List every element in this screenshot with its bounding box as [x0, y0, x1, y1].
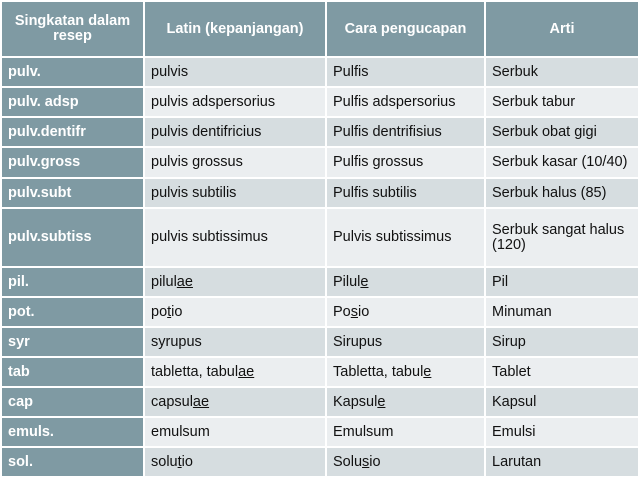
text-segment: pilul	[151, 273, 177, 290]
abbreviation-cell: pulv. adsp	[1, 87, 144, 117]
latin-cell	[144, 147, 326, 178]
underlined-segment: s	[362, 453, 370, 470]
abbreviation-cell: pil.	[1, 267, 144, 297]
text-segment: Kapsul	[333, 393, 378, 410]
text-segment: Solu	[333, 453, 363, 470]
abbreviation-cell: pulv.dentifr	[1, 117, 144, 147]
text-segment: io	[369, 453, 381, 470]
meaning-cell: Serbuk	[485, 57, 638, 87]
table-row	[1, 417, 638, 447]
pronunciation-cell	[326, 447, 485, 477]
header-row	[1, 1, 638, 57]
text-segment: Pulvis subtissimus	[333, 229, 452, 245]
underlined-segment: e	[423, 363, 432, 380]
text-segment: io	[181, 453, 193, 470]
header-latin: Latin (kepanjangan)	[144, 1, 326, 57]
abbreviation-cell: syr	[1, 327, 144, 357]
text-segment: Tabletta, tabul	[333, 363, 424, 380]
table-row	[1, 147, 638, 178]
table-row	[1, 327, 638, 357]
pronunciation-cell	[326, 417, 485, 447]
latin-cell	[144, 267, 326, 297]
latin-cell	[144, 87, 326, 117]
text-segment: tabletta, tabul	[151, 363, 239, 380]
latin-cell	[144, 357, 326, 387]
abbreviation-cell: tab	[1, 357, 144, 387]
table-row	[1, 357, 638, 387]
abbreviation-cell: pulv.	[1, 57, 144, 87]
latin-cell	[144, 447, 326, 477]
pronunciation-cell	[326, 357, 485, 387]
table-row	[1, 178, 638, 208]
text-segment: pulvis	[151, 63, 189, 80]
pronunciation-cell	[326, 297, 485, 327]
header-abbreviation: Singkatan dalam resep	[1, 1, 144, 57]
table-row	[1, 447, 638, 477]
pronunciation-cell	[326, 327, 485, 357]
text-segment: pulvis subtissimus	[151, 229, 268, 245]
meaning-cell: Serbuk tabur	[485, 87, 638, 117]
pronunciation-cell	[326, 117, 485, 147]
meaning-cell: Minuman	[485, 297, 638, 327]
text-segment: pulvis subtilis	[151, 184, 237, 201]
abbreviation-cell: pot.	[1, 297, 144, 327]
meaning-cell: Sirup	[485, 327, 638, 357]
text-segment: syrupus	[151, 333, 202, 350]
underlined-segment: e	[360, 273, 369, 290]
latin-cell	[144, 57, 326, 87]
table-row	[1, 387, 638, 417]
latin-cell	[144, 417, 326, 447]
text-segment: pulvis adspersorius	[151, 93, 276, 110]
pronunciation-cell	[326, 147, 485, 178]
table-row	[1, 297, 638, 327]
text-segment: Pulfis dentrifisius	[333, 123, 442, 140]
underlined-segment: t	[167, 303, 172, 320]
abbreviation-cell: pulv.subt	[1, 178, 144, 208]
latin-cell	[144, 387, 326, 417]
underlined-segment: ae	[176, 273, 193, 290]
meaning-cell: Serbuk sangat halus (120)	[485, 208, 638, 267]
text-segment: io	[358, 303, 370, 320]
text-segment: emulsum	[151, 423, 210, 440]
text-segment: Po	[333, 303, 351, 320]
underlined-segment: s	[350, 303, 358, 320]
latin-cell	[144, 297, 326, 327]
pronunciation-cell	[326, 178, 485, 208]
meaning-cell: Pil	[485, 267, 638, 297]
latin-cell	[144, 178, 326, 208]
text-segment: Pulfis adspersorius	[333, 93, 456, 110]
text-segment: capsul	[151, 393, 193, 410]
underlined-segment: t	[177, 453, 182, 470]
table-row	[1, 87, 638, 117]
underlined-segment: ae	[192, 393, 210, 410]
abbreviation-cell: pulv.gross	[1, 147, 144, 178]
latin-cell	[144, 117, 326, 147]
text-segment: Pulfis subtilis	[333, 184, 417, 201]
meaning-cell: Kapsul	[485, 387, 638, 417]
table-row	[1, 57, 638, 87]
meaning-cell: Serbuk obat gigi	[485, 117, 638, 147]
text-segment: Pilul	[333, 273, 361, 290]
pronunciation-cell	[326, 87, 485, 117]
text-segment: Pulfis grossus	[333, 154, 424, 170]
pronunciation-cell	[326, 208, 485, 267]
table-row	[1, 117, 638, 147]
pronunciation-cell	[326, 387, 485, 417]
text-segment: solu	[151, 453, 178, 470]
text-segment: Sirupus	[333, 333, 383, 350]
underlined-segment: ae	[238, 363, 255, 380]
header-meaning: Arti	[485, 1, 638, 57]
header-pronunciation: Cara pengucapan	[326, 1, 485, 57]
pronunciation-cell	[326, 267, 485, 297]
text-segment: io	[171, 303, 183, 320]
text-segment: po	[151, 303, 168, 320]
abbreviation-cell: sol.	[1, 447, 144, 477]
meaning-cell: Tablet	[485, 357, 638, 387]
abbreviation-cell: cap	[1, 387, 144, 417]
text-segment: Emulsum	[333, 423, 394, 440]
text-segment: Pulfis	[333, 63, 369, 80]
text-segment: pulvis grossus	[151, 154, 243, 170]
latin-cell	[144, 327, 326, 357]
meaning-cell: Serbuk kasar (10/40)	[485, 147, 638, 178]
pronunciation-cell	[326, 57, 485, 87]
abbreviation-cell: pulv.subtiss	[1, 208, 144, 267]
latin-cell	[144, 208, 326, 267]
underlined-segment: e	[377, 393, 386, 410]
table-row	[1, 208, 638, 267]
table-row	[1, 267, 638, 297]
abbreviation-cell: emuls.	[1, 417, 144, 447]
meaning-cell: Serbuk halus (85)	[485, 178, 638, 208]
meaning-cell: Emulsi	[485, 417, 638, 447]
text-segment: pulvis dentifricius	[151, 123, 262, 140]
meaning-cell: Larutan	[485, 447, 638, 477]
